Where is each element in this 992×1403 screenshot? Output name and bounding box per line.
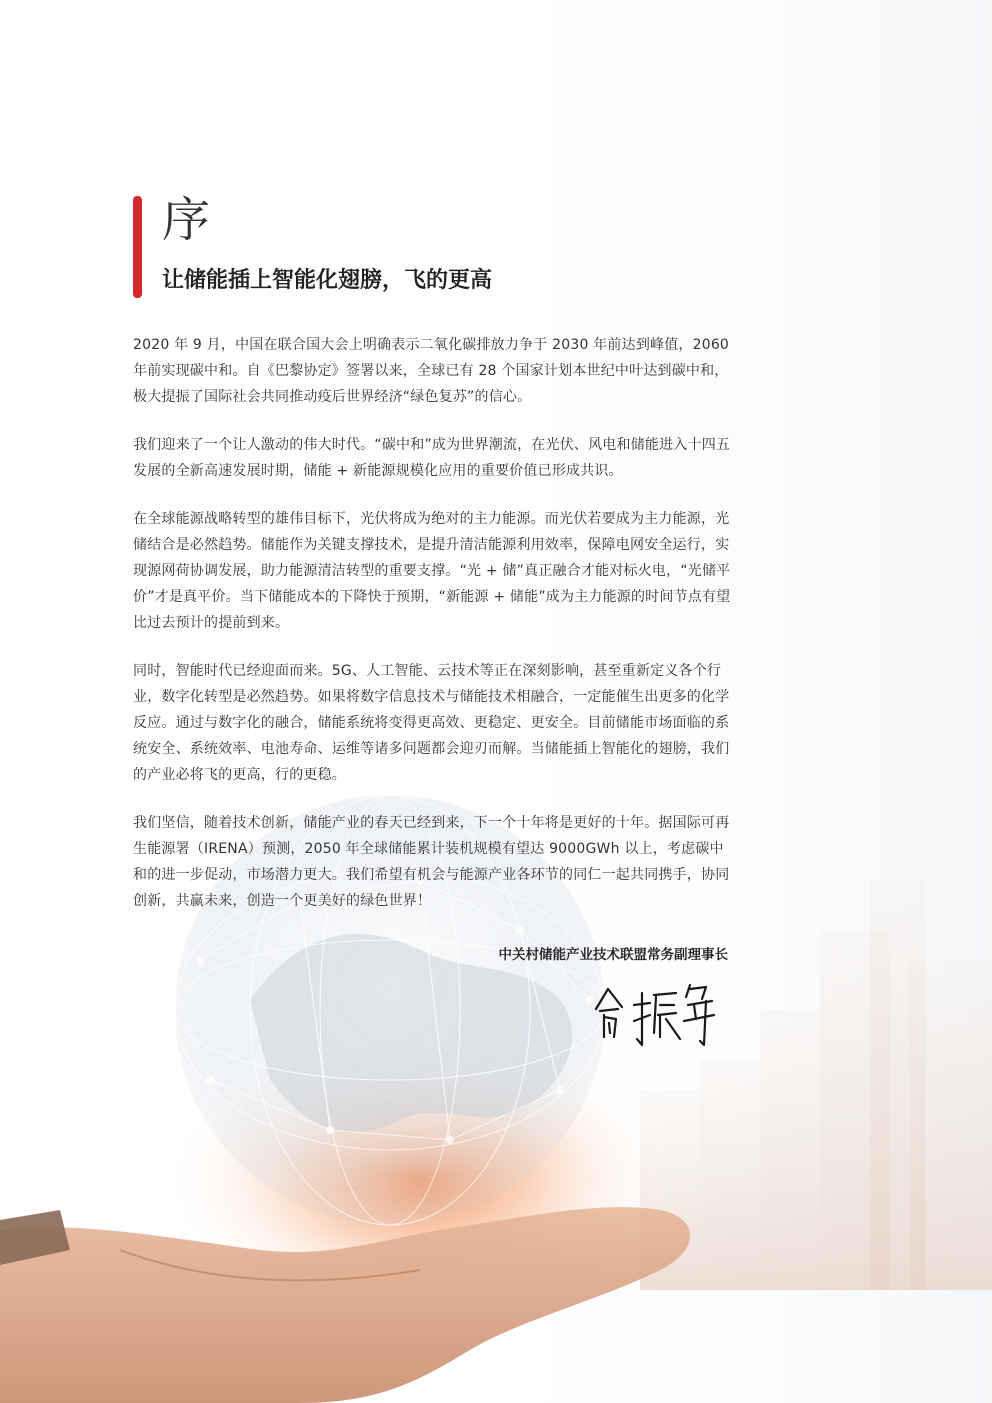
signoff-title: 中关村储能产业技术联盟常务副理事长 (498, 947, 728, 963)
heading-accent-bar (133, 196, 142, 298)
paragraph: 在全球能源战略转型的雄伟目标下，光伏将成为绝对的主力能源。而光伏若要成为主力能源，光储结合是必然趋势。储能作为关键支撑技术，是提升清洁能源利用效率，保障电网安全运行，实现源网荷协调发展，助力能源清洁转型的重要支撑。“光 + 储”真正融合才能对标火电，“光储平价”才是真平价。当下储能成本的下降快于预期，“新能源 + 储能”成为主力能源的时间节点有望比过去预计的提前到来。 (133, 511, 731, 631)
body-text (133, 332, 733, 936)
paragraph: 同时，智能时代已经迎面而来。5G、人工智能、云技术等正在深刻影响，甚至重新定义各个行业，数字化转型是必然趋势。如果将数字信息技术与储能技术相融合，一定能催生出更多的化学反应。通过与数字化的融合，储能系统将变得更高效、更稳定、更安全。目前储能市场面临的系统安全、系统效率、电池寿命、运维等诸多问题都会迎刃而解。当储能插上智能化的翅膀，我们的产业必将飞的更高，行的更稳。 (133, 663, 730, 783)
paragraph: 我们迎来了一个让人激动的伟大时代。“碳中和”成为世界潮流，在光伏、风电和储能进入十四五发展的全新高速发展时期，储能 + 新能源规模化应用的重要价值已形成共识。 (133, 437, 731, 479)
paragraph: 我们坚信，随着技术创新，储能产业的春天已经到来，下一个十年将是更好的十年。据国际可再生能源署（IRENA）预测，2050 年全球储能累计装机规模有望达 9000GWh 以上，考虑碳中和的进一步促动，市场潜力更大。我们希望有机会与能源产业各环节的同仁一起共同携手，协同创新，共赢未来，创造一个更美好的绿色世界！ (133, 815, 730, 909)
handwritten-signature (590, 975, 730, 1055)
page-subtitle: 让储能插上智能化翅膀，飞的更高 (162, 268, 493, 293)
page-title: 序 (162, 192, 211, 248)
paragraph: 2020 年 9 月，中国在联合国大会上明确表示二氧化碳排放力争于 2030 年前达到峰值，2060 年前实现碳中和。自《巴黎协定》签署以来，全球已有 28 个国家计划本世纪中叶达到碳中和，极大提振了国际社会共同推动疫后世界经济“绿色复苏”的信心。 (133, 337, 730, 405)
